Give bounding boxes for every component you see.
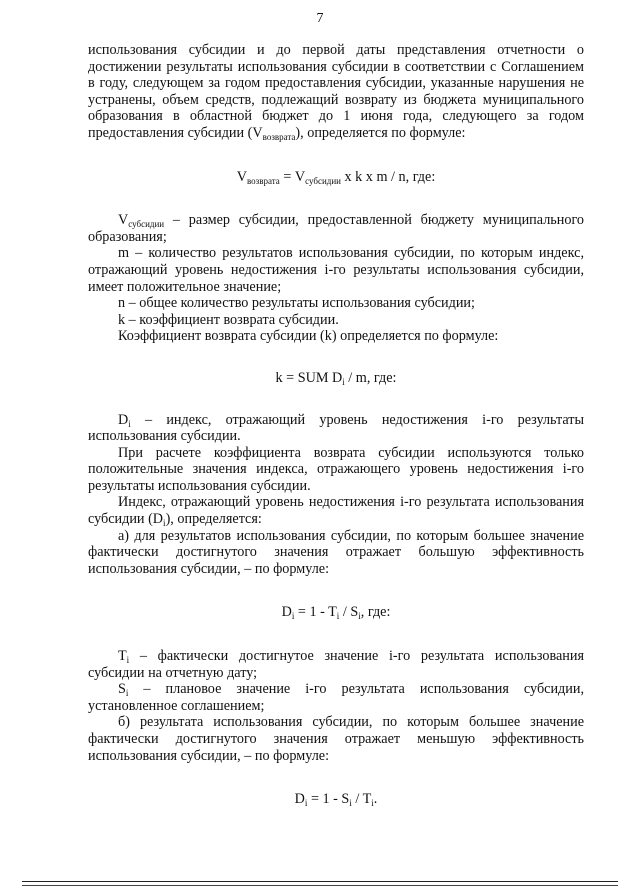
paragraph-calc: При расчете коэффициента возврата субсидии используются только положительные значения индекса, отражающего уровень недостижения i-го результаты использования субсидии. xyxy=(88,444,584,494)
bottom-scan-line xyxy=(22,881,618,882)
definition-v-subsidy: $V_{субсидии}$ – размер субсидии, предоставленной бюджету муниципального образования; xyxy=(88,212,584,245)
paragraph-b: б) результата использования субсидии, по которым большее значение фактически достигнутого значения отражает меньшую эффективность использования субсидии, – по формуле: xyxy=(88,714,584,764)
paragraph-intro: использования субсидии и до первой даты представления отчетности о достижении результаты использования субсидии в соответствии с Соглашением в году, следующем за годом предоставления субсидии, указанные нарушения не устранены, объем средств, подлежащий возврату из бюджета муниципального образования в областной бюджет до 1 июня года, следующего за годом предоставления субсидии $(V_{возврата})$, определяется по формуле: xyxy=(88,42,584,142)
definition-d: $D_i$ – индекс, отражающий уровень недостижения i-го результаты использования субсидии. xyxy=(88,411,584,445)
formula-k: k = SUM $D_i$ / m, где: xyxy=(275,369,397,387)
definition-m: m – количество результатов использования субсидии, по которым индекс, отражающий уровень недостижения i-го результаты использования субсидии, имеет положительное значение; xyxy=(88,245,584,295)
paragraph-index: Индекс, отражающий уровень недостижения i-го результата использования субсидии $(D_i)$, определяется: xyxy=(88,494,584,529)
definition-k: k – коэффициент возврата субсидии. xyxy=(118,311,339,328)
formula-v-return: $V_{возврата} = V_{субсидии}$ x k x m / n, где: xyxy=(236,168,436,186)
bottom-scan-line-2 xyxy=(22,885,618,886)
paragraph-k-intro: Коэффициент возврата субсидии (k) определяется по формуле: xyxy=(118,328,499,345)
definition-s: $S_i$ – плановое значение i-го результата использования субсидии, установленное соглашением; xyxy=(88,681,584,714)
definition-t: $T_i$ – фактически достигнутое значение i-го результата использования субсидии на отчетную дату; xyxy=(88,648,584,681)
paragraph-a: а) для результатов использования субсидии, по которым большее значение фактически достигнутого значения отражает большую эффективность использования субсидии, – по формуле: xyxy=(88,527,584,577)
formula-d-b: $D_i = 1 - S_i / T_i$. xyxy=(294,791,378,809)
page-number: 7 xyxy=(316,11,324,26)
formula-d-a: $D_i = 1 - T_i / S_i$, где: xyxy=(281,604,391,622)
document-body xyxy=(88,42,584,808)
definition-n: n – общее количество результаты использования субсидии; xyxy=(118,295,475,312)
